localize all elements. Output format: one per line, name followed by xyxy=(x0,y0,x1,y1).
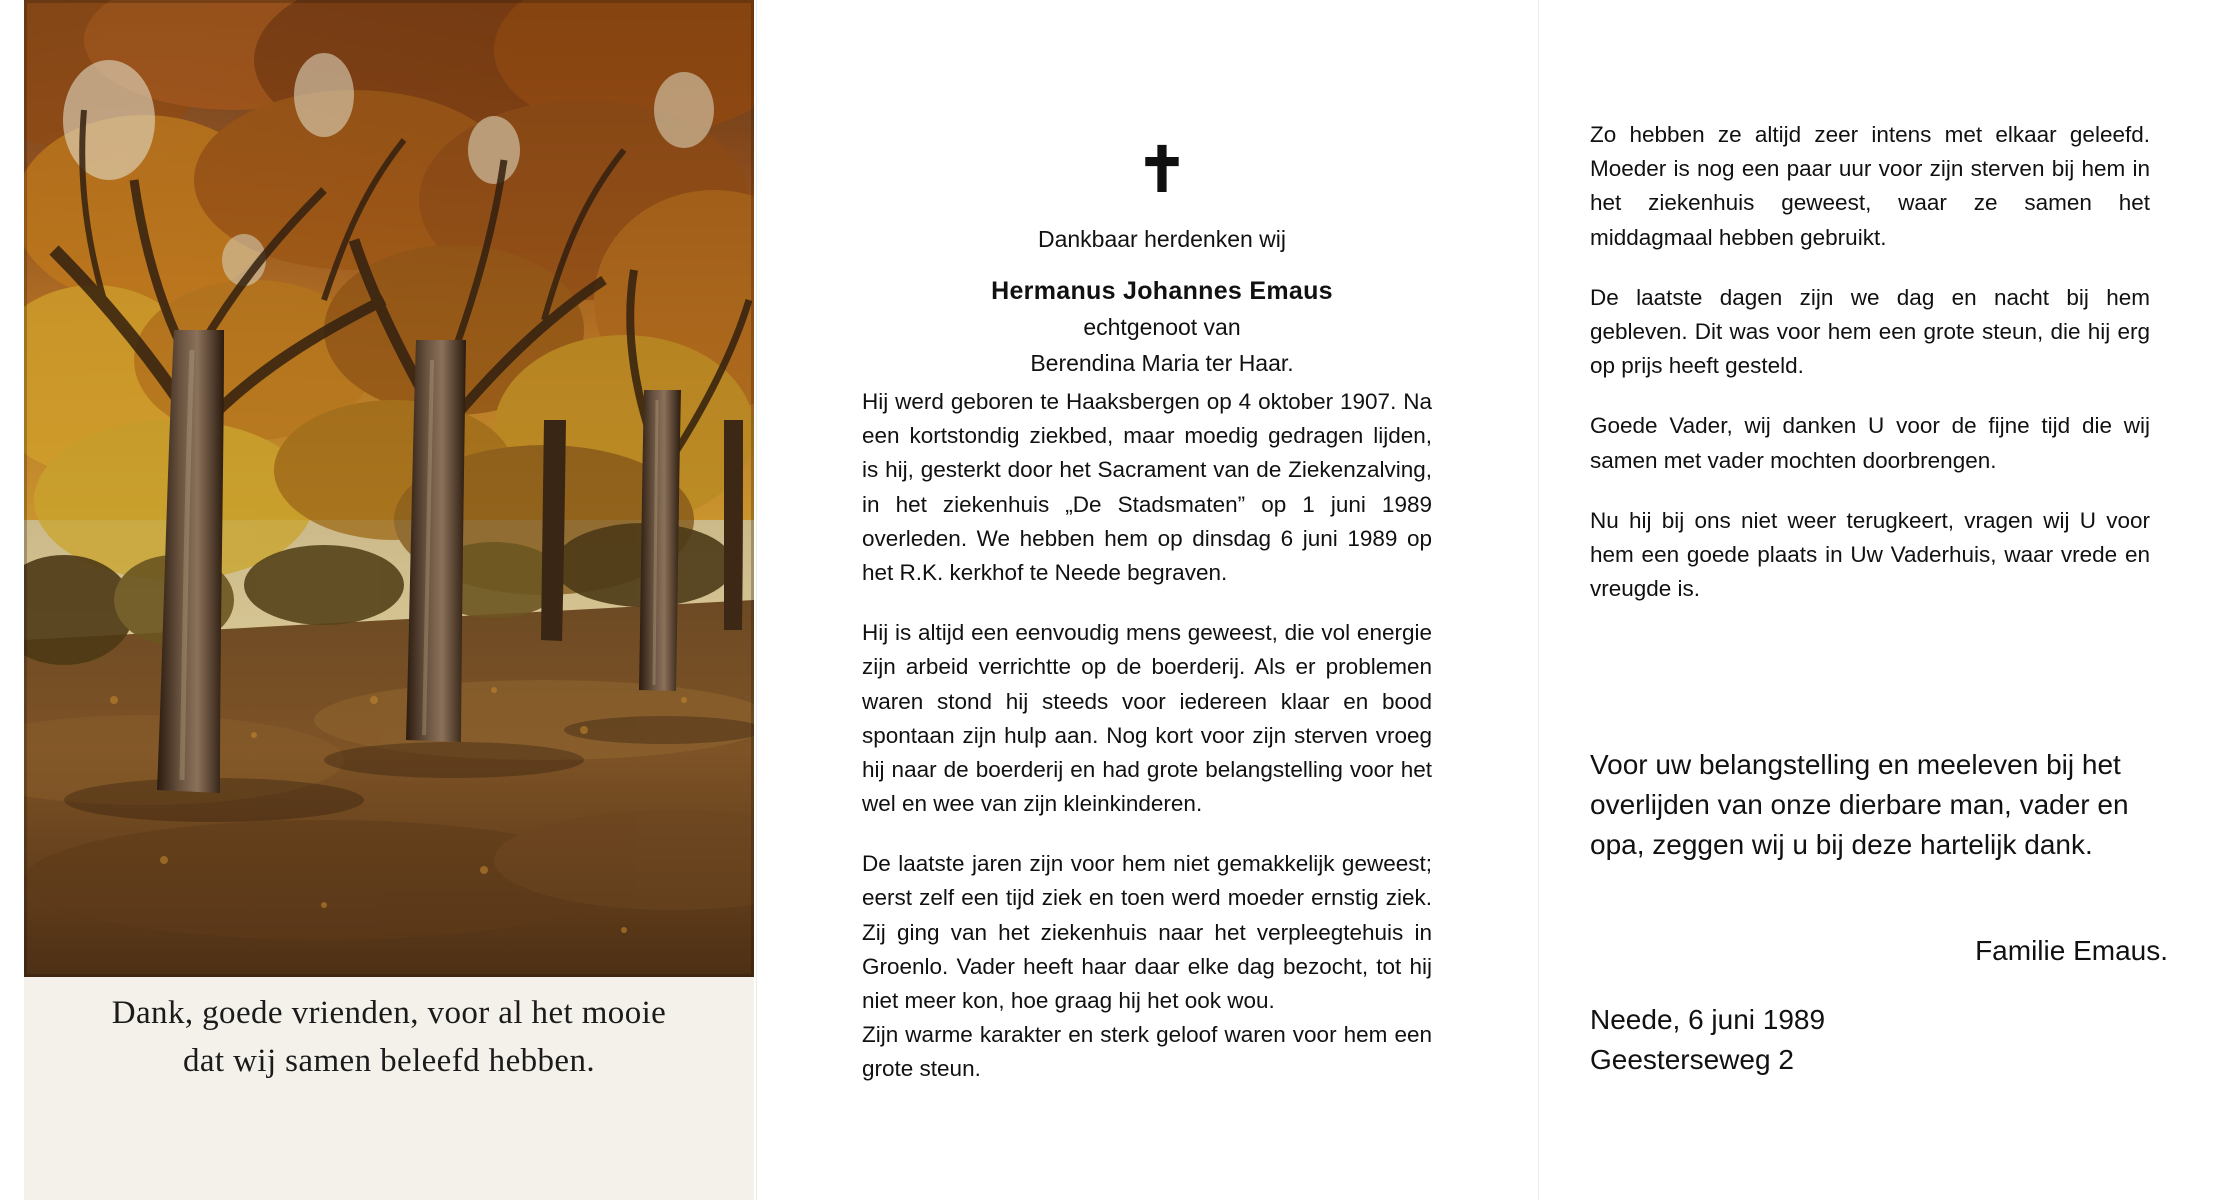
memorial-text-panel xyxy=(862,0,1462,1200)
paragraph-final-days: De laatste dagen zijn we dag en nacht bij hem gebleven. Dit was voor hem een grote steun, die hij erg op prijs heeft gesteld. xyxy=(1590,284,2150,379)
acknowledgement-panel xyxy=(1590,0,2200,1200)
photo-panel xyxy=(24,0,754,1200)
remembrance-intro: Dankbaar herdenken wij xyxy=(1037,226,1287,252)
thanks-message: Voor uw belangstelling en meeleven bij het overlijden van onze dierbare man, vader en opa, zeggen wij u bij deze hartelijk dank. xyxy=(1590,749,2129,860)
page-fold-right xyxy=(1538,0,1539,1200)
paragraph-prayer-thanks: Goede Vader, wij danken U voor de fijne tijd die wij samen met vader mochten doorbrengen. xyxy=(1590,413,2150,473)
memorial-body xyxy=(862,385,1432,1113)
place-and-address xyxy=(1590,1000,2160,1080)
paragraph-last-years: De laatste jaren zijn voor hem niet gemakkelijk geweest; eerst zelf een tijd ziek en toen werd moeder ernstig ziek. Zij ging van het ziekenhuis naar het verpleegtehuis in Groenlo. Vader heeft haar daar elke dag bezocht, tot hij niet meer kon, hoe graag hij het ook wou. xyxy=(862,851,1432,1013)
caption-line-2: dat wij samen beleefd hebben. xyxy=(182,1042,596,1079)
place-date: Neede, 6 juni 1989 xyxy=(1590,1004,1826,1035)
caption-line-1: Dank, goede vrienden, voor al het mooie xyxy=(111,995,667,1031)
paragraph-prayer-request: Nu hij bij ons niet weer terugkeert, vragen wij U voor hem een goede plaats in Uw Vaderhuis, waar vrede en vreugde is. xyxy=(1590,507,2150,602)
family-signature: Familie Emaus. xyxy=(1975,935,2168,966)
page-fold-left xyxy=(756,0,757,1200)
autumn-forest-photo xyxy=(24,0,754,977)
spouse-label: echtgenoot van xyxy=(1083,314,1241,341)
photo-caption xyxy=(24,990,754,1086)
latin-cross-icon: ✝ xyxy=(1136,137,1188,205)
paragraph-birth-death: Hij werd geboren te Haaksbergen op 4 oktober 1907. Na een kortstondig ziekbed, maar moedig gedragen lijden, is hij, gesterkt door het Sacrament van de Ziekenzalving, in het ziekenhuis „De Stadsmaten” op 1 juni 1989 overleden. We hebben hem op dinsdag 6 juni 1989 op het R.K. kerkhof te Neede begraven. xyxy=(862,389,1432,585)
memorial-heading xyxy=(862,222,1462,382)
paragraph-together: Zo hebben ze altijd zeer intens met elkaar geleefd. Moeder is nog een paar uur voor zijn sterven bij hem in het ziekenhuis geweest, waar ze samen het middagmaal hebben gebruikt. xyxy=(1590,122,2150,250)
paragraph-faith: Zijn warme karakter en sterk geloof waren voor hem een grote steun. xyxy=(862,1022,1432,1082)
deceased-name: Hermanus Johannes Emaus xyxy=(991,276,1333,305)
paragraph-character: Hij is altijd een eenvoudig mens geweest, die vol energie zijn arbeid verrichtte op de boerderij. Als er problemen waren stond hij steeds voor iedereen klaar en bood spontaan zijn hulp aan. Nog kort voor zijn sterven vroeg hij naar de boerderij en had grote belangstelling voor het wel en wee van zijn kleinkinderen. xyxy=(862,620,1432,817)
right-body xyxy=(1590,118,2150,606)
spouse-name: Berendina Maria ter Haar. xyxy=(1030,350,1294,377)
street-address: Geesterseweg 2 xyxy=(1590,1043,1794,1075)
